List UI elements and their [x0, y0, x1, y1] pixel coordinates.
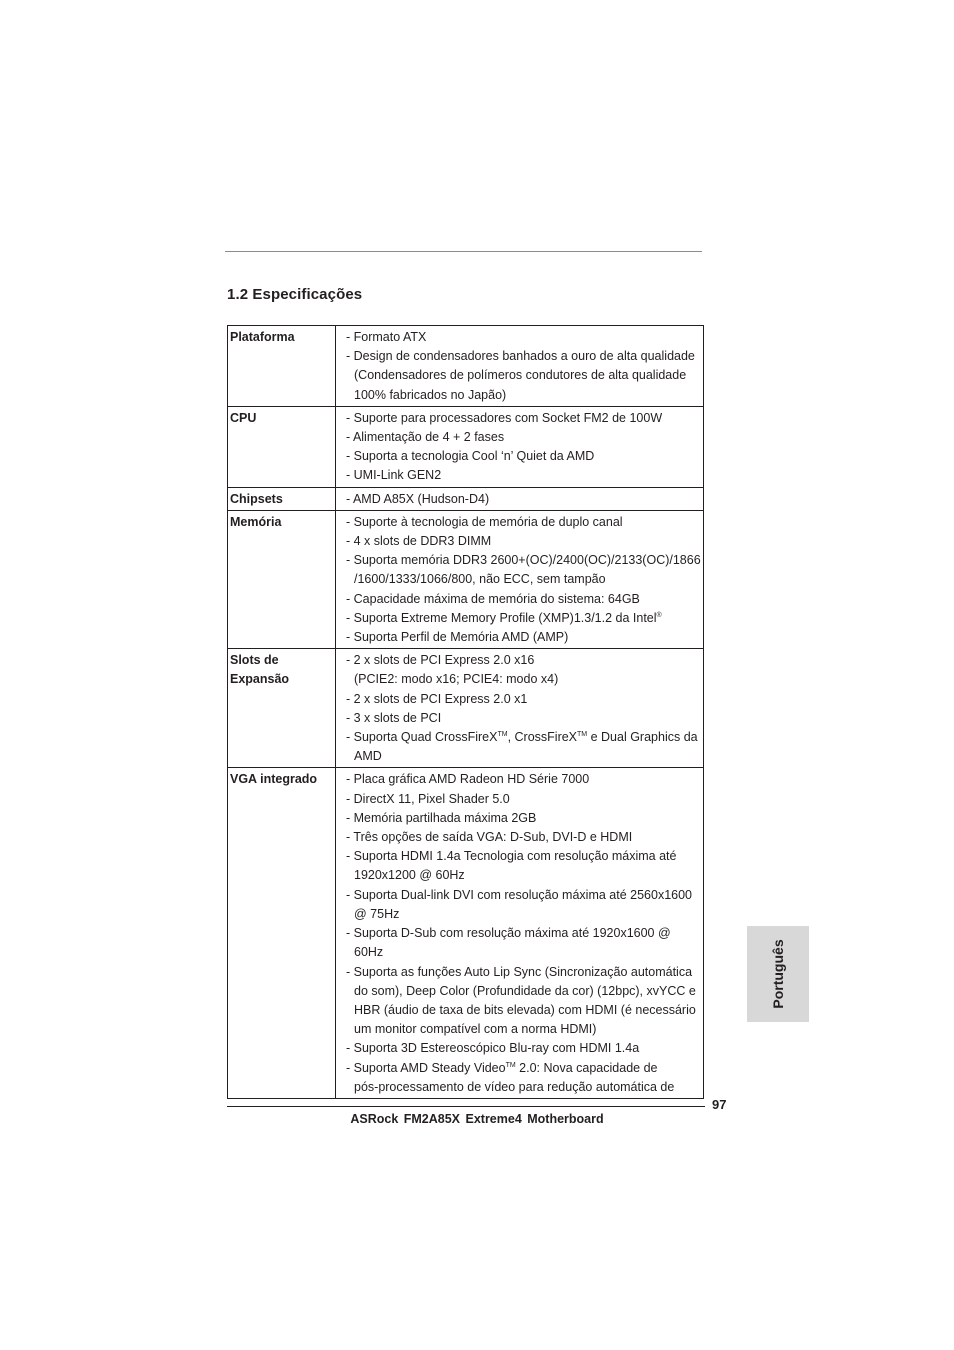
spec-line	[346, 690, 703, 709]
spec-line	[346, 809, 703, 828]
trademark-mark: TM	[497, 731, 508, 739]
spec-label-line: CPU	[230, 410, 257, 425]
spec-line	[346, 1020, 703, 1039]
spec-line-text: pós-processamento de vídeo para redução automática de	[354, 1079, 675, 1094]
spec-row	[228, 326, 704, 407]
spec-line-text: (Condensadores de polímeros condutores de alta qualidade	[354, 368, 687, 383]
spec-line	[346, 747, 703, 766]
spec-label-line: Slots de	[230, 653, 279, 668]
spec-line	[346, 609, 703, 628]
spec-row	[228, 649, 704, 768]
spec-line	[346, 628, 703, 647]
spec-line	[346, 466, 703, 485]
spec-line-text: - Placa gráfica AMD Radeon HD Série 7000	[346, 772, 590, 787]
language-tab-label: Português	[770, 939, 786, 1009]
spec-line-text: - Suporta D-Sub com resolução máxima até 1920x1600 @	[346, 926, 671, 941]
spec-line	[346, 982, 703, 1001]
spec-line-text: - 4 x slots de DDR3 DIMM	[346, 534, 492, 549]
trademark-mark: TM	[577, 731, 588, 739]
spec-line	[346, 963, 703, 982]
spec-content	[336, 768, 704, 1098]
spec-line-text: - AMD A85X (Hudson-D4)	[346, 491, 490, 506]
spec-line-text: - Suporta AMD Steady Video	[346, 1060, 506, 1075]
spec-line-text: 2.0: Nova capacidade de	[515, 1060, 658, 1075]
spec-line-text: /1600/1333/1066/800, não ECC, sem tampão	[354, 572, 606, 587]
spec-line-text: - Suporta HDMI 1.4a Tecnologia com resolução máxima até	[346, 849, 677, 864]
spec-line-text: - Suporta a tecnologia Cool ‘n’ Quiet da AMD	[346, 449, 595, 464]
spec-line	[346, 670, 703, 689]
spec-line	[346, 347, 703, 366]
spec-line	[346, 1059, 703, 1078]
spec-label	[228, 406, 336, 487]
spec-line-text: - Alimentação de 4 + 2 fases	[346, 430, 505, 445]
spec-line	[346, 790, 703, 809]
spec-table-body	[228, 326, 704, 1099]
footer-rule	[227, 1106, 705, 1107]
spec-line	[346, 770, 703, 789]
spec-line	[346, 532, 703, 551]
spec-row	[228, 487, 704, 510]
spec-line-text: - Suporta as funções Auto Lip Sync (Sincronização automática	[346, 964, 693, 979]
spec-content	[336, 487, 704, 510]
spec-line-text: HBR (áudio de taxa de bits elevada) com HDMI (é necessário	[354, 1002, 696, 1017]
spec-line	[346, 551, 703, 570]
spec-line	[346, 886, 703, 905]
spec-label	[228, 649, 336, 768]
spec-label	[228, 326, 336, 407]
spec-line	[346, 1039, 703, 1058]
spec-label-line: VGA integrado	[230, 772, 318, 787]
spec-line	[346, 866, 703, 885]
spec-line	[346, 847, 703, 866]
spec-line	[346, 828, 703, 847]
spec-line-text: - Suporta Quad CrossFireX	[346, 730, 498, 745]
spec-line-text: - Suporta memória DDR3 2600+(OC)/2400(OC)/2133(OC)/1866	[346, 553, 701, 568]
page-number: 97	[712, 1097, 727, 1112]
spec-line-text: - Formato ATX	[346, 330, 427, 344]
section-title: 1.2 Especificações	[227, 286, 363, 303]
registered-mark: ®	[656, 611, 662, 619]
spec-line	[346, 570, 703, 589]
spec-line	[346, 328, 703, 347]
spec-line-text: - 2 x slots de PCI Express 2.0 x1	[346, 691, 528, 706]
spec-line-text: - Suporta Extreme Memory Profile (XMP)1.3/1.2 da Intel	[346, 610, 657, 625]
spec-line	[346, 513, 703, 532]
spec-line	[346, 366, 703, 385]
spec-table	[227, 325, 704, 1099]
spec-line-text: um monitor compatível com a norma HDMI)	[354, 1022, 597, 1037]
spec-line-text: - UMI-Link GEN2	[346, 468, 442, 483]
spec-content	[336, 649, 704, 768]
spec-line	[346, 428, 703, 447]
spec-line-text: - Suporte à tecnologia de memória de duplo canal	[346, 514, 623, 529]
spec-line-text: - 3 x slots de PCI	[346, 710, 442, 725]
spec-line-text: - Capacidade máxima de memória do sistema: 64GB	[346, 591, 640, 606]
spec-line-text: 100% fabricados no Japão)	[354, 387, 507, 402]
spec-line-text: e Dual Graphics da	[587, 730, 698, 745]
spec-line-text: - Suporta 3D Estereoscópico Blu-ray com HDMI 1.4a	[346, 1041, 640, 1056]
spec-content	[336, 510, 704, 648]
spec-row	[228, 406, 704, 487]
spec-line-text: - Três opções de saída VGA: D-Sub, DVI-D e HDMI	[346, 830, 633, 845]
spec-line	[346, 447, 703, 466]
spec-line	[346, 490, 703, 509]
header-rule	[225, 251, 702, 252]
spec-line-text: - Design de condensadores banhados a ouro de alta qualidade	[346, 349, 695, 364]
spec-line	[346, 728, 703, 747]
spec-line	[346, 905, 703, 924]
spec-line	[346, 1078, 703, 1097]
spec-line-text: - Memória partilhada máxima 2GB	[346, 810, 537, 825]
spec-label-line: Plataforma	[230, 330, 295, 344]
spec-line-text: (PCIE2: modo x16; PCIE4: modo x4)	[354, 672, 559, 687]
spec-line-text: @ 75Hz	[354, 906, 400, 921]
spec-line-text: - 2 x slots de PCI Express 2.0 x16	[346, 653, 535, 668]
spec-content	[336, 406, 704, 487]
spec-label	[228, 510, 336, 648]
spec-line-text: 1920x1200 @ 60Hz	[354, 868, 465, 883]
spec-row	[228, 510, 704, 648]
spec-label	[228, 768, 336, 1098]
spec-line-text: 60Hz	[354, 945, 384, 960]
language-tab	[747, 926, 809, 1022]
spec-label-line: Chipsets	[230, 491, 283, 506]
spec-label-line: Expansão	[230, 672, 290, 687]
spec-line-text: - Suporte para processadores com Socket FM2 de 100W	[346, 410, 663, 425]
spec-line	[346, 924, 703, 943]
footer-product-name: ASRock FM2A85X Extreme4 Motherboard	[350, 1112, 604, 1126]
spec-line	[346, 590, 703, 609]
spec-line	[346, 1001, 703, 1020]
spec-content	[336, 326, 704, 407]
spec-line	[346, 651, 703, 670]
spec-row	[228, 768, 704, 1098]
spec-label	[228, 487, 336, 510]
spec-line	[346, 386, 703, 405]
spec-line-text: - Suporta Perfil de Memória AMD (AMP)	[346, 630, 569, 645]
spec-line	[346, 409, 703, 428]
spec-label-line: Memória	[230, 514, 282, 529]
spec-line	[346, 943, 703, 962]
spec-line-text: - Suporta Dual-link DVI com resolução máxima até 2560x1600	[346, 887, 693, 902]
spec-line-text: , CrossFireX	[507, 730, 578, 745]
spec-line-text: - DirectX 11, Pixel Shader 5.0	[346, 791, 510, 806]
spec-line-text: AMD	[354, 749, 382, 764]
spec-line	[346, 709, 703, 728]
spec-line-text: do som), Deep Color (Profundidade da cor) (12bpc), xvYCC e	[354, 983, 696, 998]
trademark-mark: TM	[505, 1061, 516, 1069]
